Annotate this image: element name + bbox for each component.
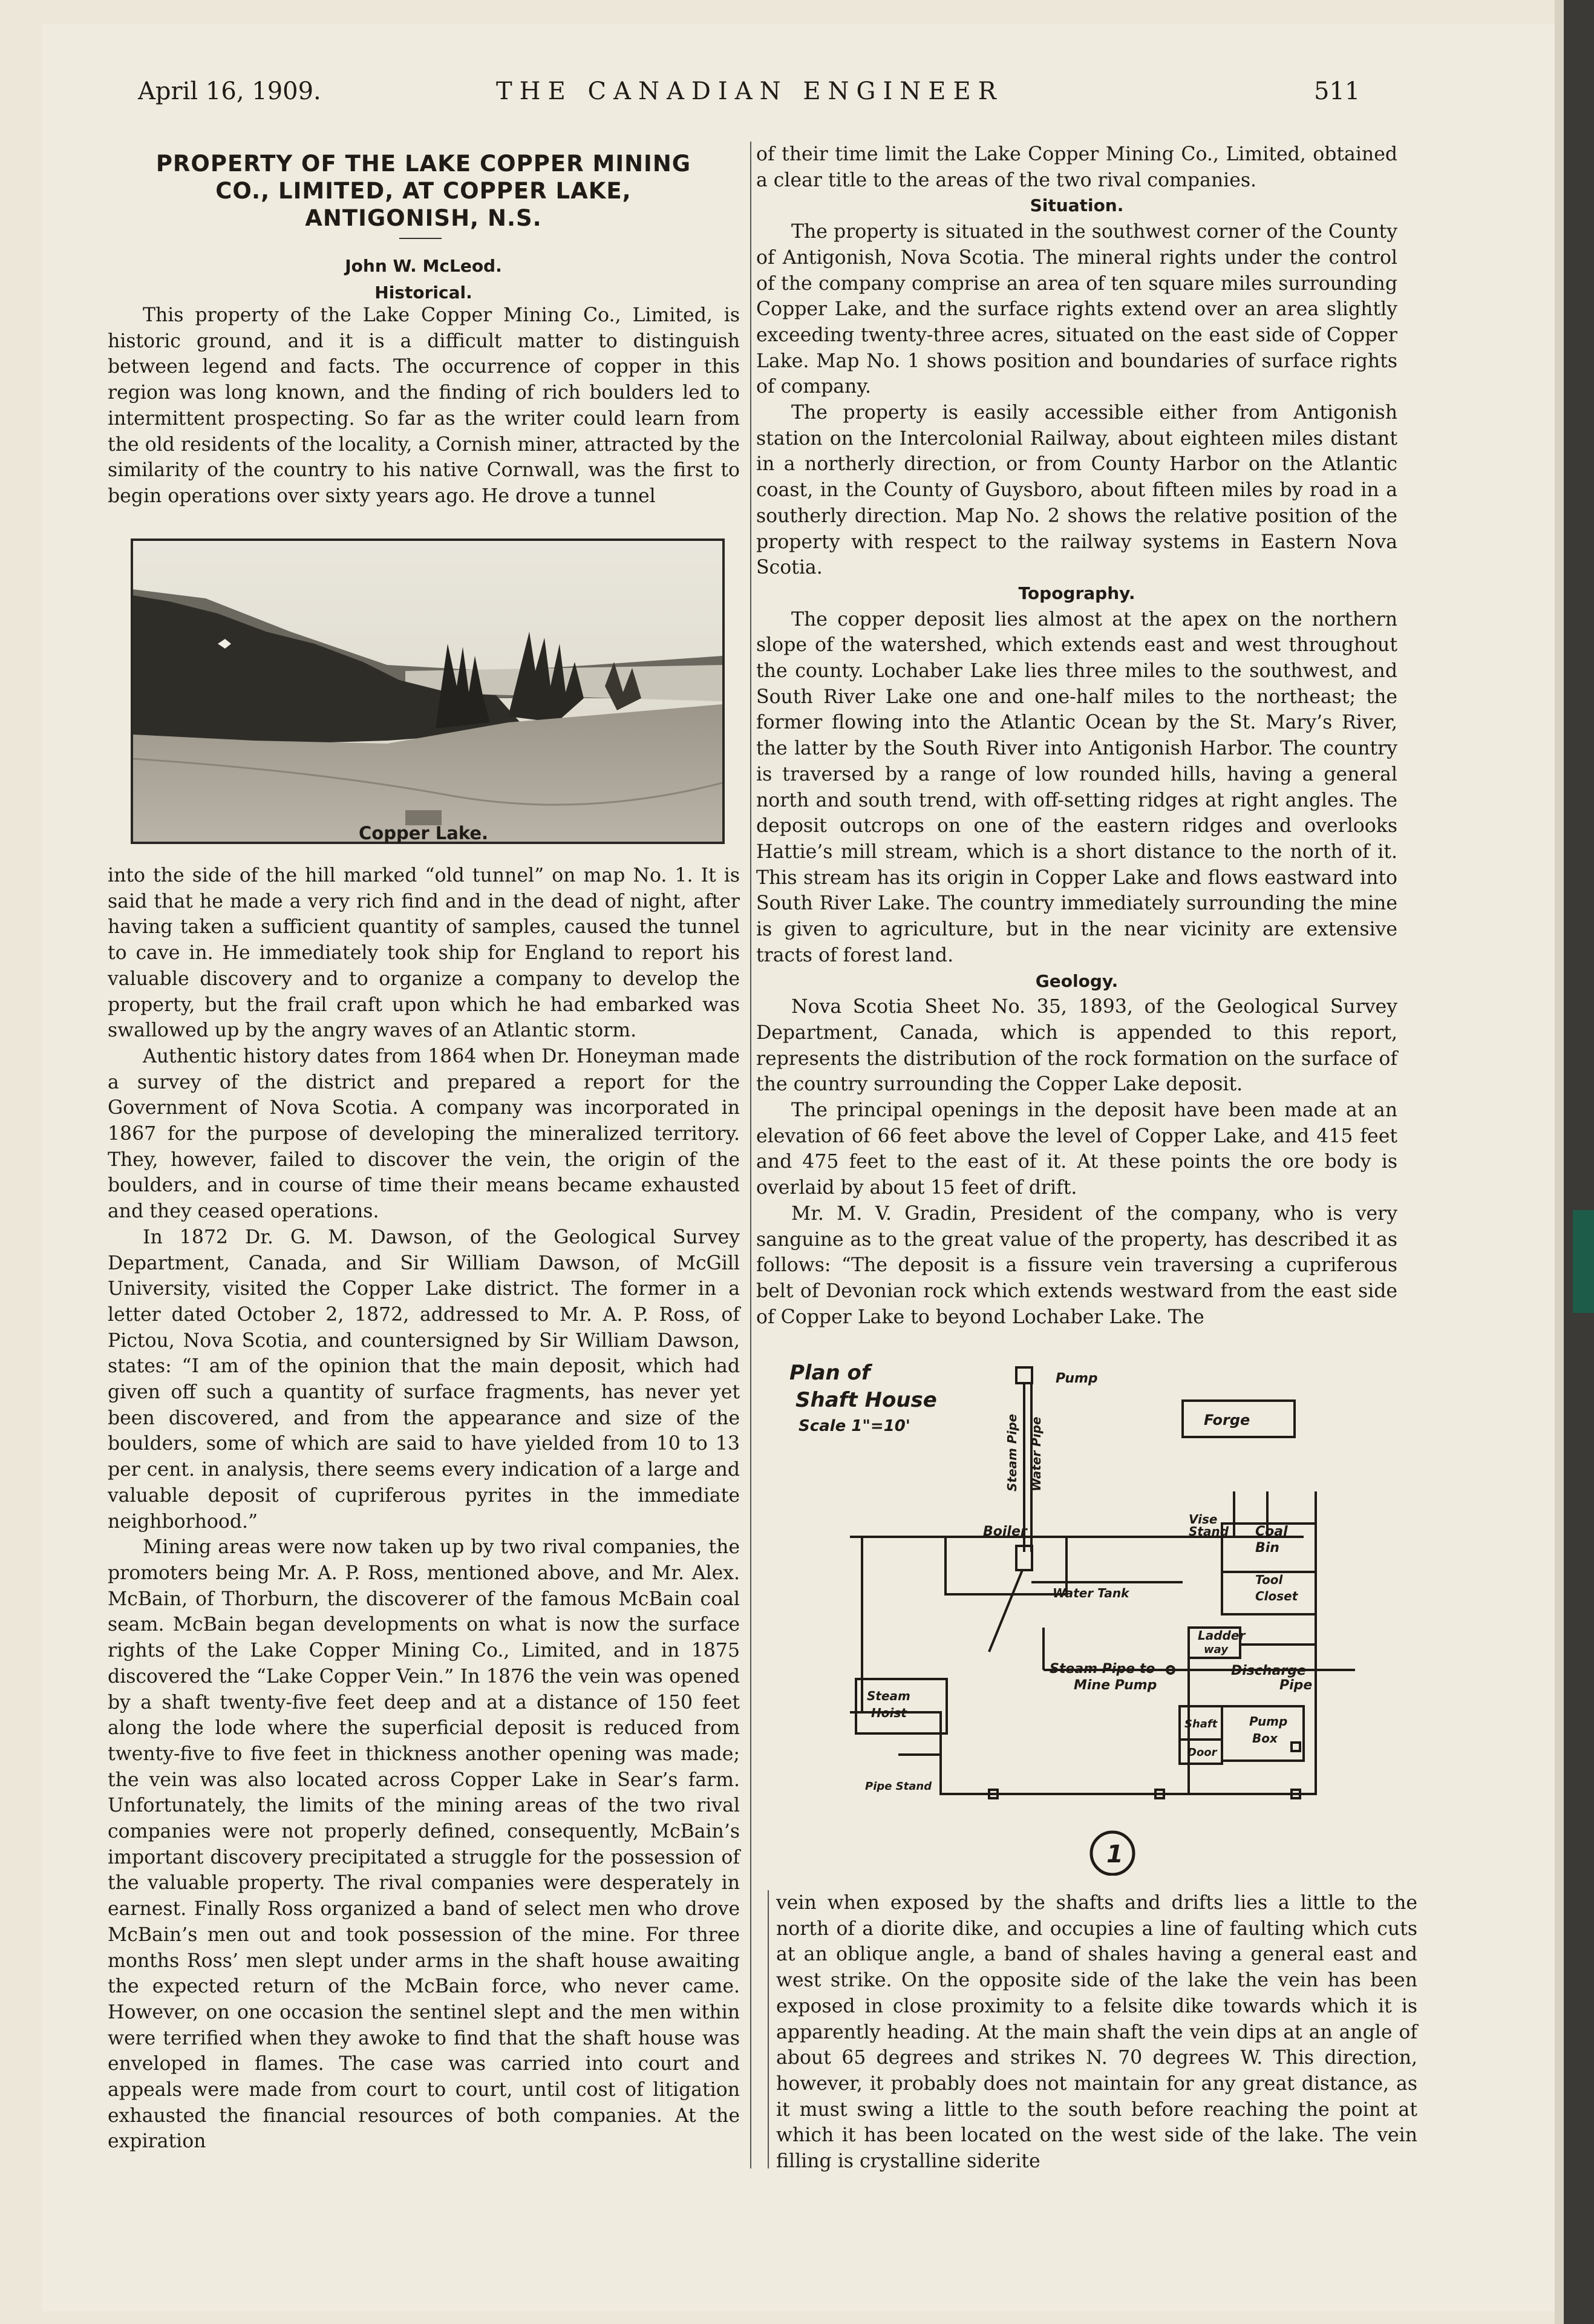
title-line: PROPERTY OF THE LAKE COPPER MINING bbox=[155, 151, 691, 177]
paragraph: Mr. M. V. Gradin, President of the company, who is very sanguine as to the great value of the property, has described it as follows: “The deposit is a fissure vein traversing a cupriferous belt of Devonian rock which extends westward from the east side of Copper Lake to beyond Lochaber Lake. The bbox=[756, 1202, 1397, 1328]
label-steam-pipe-to: Steam Pipe to bbox=[1050, 1661, 1155, 1677]
section-heading-geology: Geology. bbox=[1035, 971, 1119, 991]
column-2-top bbox=[756, 142, 1397, 1330]
author: John W. McLeod. bbox=[345, 256, 502, 276]
column-divider bbox=[750, 142, 751, 2169]
bookmark-tab bbox=[1573, 1210, 1594, 1313]
label-door: Door bbox=[1187, 1746, 1217, 1759]
label-hoist: Hoist bbox=[871, 1706, 907, 1720]
label-ladder: Ladder bbox=[1198, 1628, 1246, 1643]
plan-title-2: Shaft House bbox=[795, 1388, 937, 1412]
label-forge: Forge bbox=[1204, 1412, 1250, 1429]
journal-title: THE CANADIAN ENGINEER bbox=[496, 77, 1004, 105]
photo-caption: Copper Lake. bbox=[358, 823, 489, 843]
label-steam-pipe: Steam Pipe bbox=[1005, 1413, 1019, 1491]
section-heading-historical: Historical. bbox=[374, 283, 472, 303]
label-mine-pump: Mine Pump bbox=[1074, 1678, 1157, 1693]
title-line: ANTIGONISH, N.S. bbox=[305, 205, 542, 231]
title-rule bbox=[399, 238, 442, 239]
label-boiler: Boiler bbox=[983, 1524, 1027, 1539]
label-pipe-stand: Pipe Stand bbox=[865, 1780, 932, 1793]
label-water-tank: Water Tank bbox=[1053, 1586, 1129, 1600]
section-heading-situation: Situation. bbox=[1030, 195, 1124, 216]
binding-edge bbox=[1564, 0, 1594, 2324]
label-shaft: Shaft bbox=[1184, 1718, 1218, 1730]
paragraph: vein when exposed by the shafts and drifts lies a little to the north of a diorite dike, and occupies a line of faulting which cuts at an oblique angle, a band of shales having a general east and west strike. On the opposite side of the lake the vein has been exposed in close proximity to a felsite dike towards which it is apparently heading. At the main shaft the vein dips at an angle of about 65 degrees and strikes N. 70 degrees W. This direction, however, it probably does not maintain for any great distance, as it must swing a little to the south before reaching the point at which it has been located on the west side of the lake. The vein filling is crystalline siderite bbox=[776, 1892, 1417, 2173]
label-water-pipe: Water Pipe bbox=[1029, 1416, 1044, 1491]
plan-scale: Scale 1"=10' bbox=[799, 1417, 910, 1435]
article-title bbox=[97, 150, 750, 232]
running-header bbox=[0, 77, 1594, 114]
title-line: CO., LIMITED, AT COPPER LAKE, bbox=[215, 178, 632, 204]
map-number: 1 bbox=[1106, 1841, 1123, 1868]
label-coal: Coal bbox=[1255, 1524, 1288, 1539]
paragraph: of their time limit the Lake Copper Mining Co., Limited, obtained a clear title to the areas of the two rival companies. bbox=[756, 143, 1397, 191]
column-1-top bbox=[108, 303, 740, 509]
label-pump-box-2: Box bbox=[1252, 1731, 1278, 1746]
paragraph: into the side of the hill marked “old tunnel” on map No. 1. It is said that he made a very rich find and in the dead of night, after having taken a sufficient quantity of samples, caused the tunnel to cave in. He immediately took ship for England to report his valuable discovery and to organize a company to develop the property, but the frail craft upon which he had embarked was swallowed up by the angry waves of an Atlantic storm. bbox=[108, 865, 740, 1042]
paragraph: In 1872 Dr. G. M. Dawson, of the Geological Survey Department, Canada, and Sir William Dawson, of McGill University, visited the Copper Lake district. The former in a letter dated October 2, 1872, addressed to Mr. A. P. Ross, of Pictou, Nova Scotia, and countersigned by Sir William Dawson, states: “I am of the opinion that the main deposit, which had given off such a quantity of surface fragments, has never yet been discovered, and from the appearance and size of the boulders, some of which are said to have yielded from 10 to 13 per cent. in analysis, there seems every indication of a large and valuable deposit of cupriferous pyrites in the immediate neighborhood.” bbox=[108, 1226, 740, 1533]
header-date: April 16, 1909. bbox=[138, 77, 321, 105]
paragraph: The copper deposit lies almost at the apex on the northern slope of the watershed, which extends east and west throughout the county. Lochaber Lake lies three miles to the southwest, and South River Lake one and one-half miles to the northeast; the former flowing into the Atlantic Ocean by the St. Mary’s River, the latter by the South River into Antigonish Harbor. The country is traversed by a range of low rounded hills, having a general north and south trend, with off-setting ridges at right angles. The deposit outcrops on one of the eastern ridges and overlooks Hattie’s mill stream, which is a short distance to the north of it. This stream has its origin in Copper Lake and flows eastward into South River Lake. The country immediately surrounding the mine is given to agriculture, but in the near vicinity are extensive tracts of forest land. bbox=[756, 608, 1397, 966]
label-tool: Tool bbox=[1255, 1573, 1283, 1587]
label-discharge: Discharge bbox=[1231, 1663, 1306, 1678]
label-vise: Vise bbox=[1189, 1512, 1218, 1527]
paragraph: Authentic history dates from 1864 when Dr. Honeyman made a survey of the district and prepared a report for the Government of Nova Scotia. A company was incorporated in 1867 for the purpose of developing the mineralized territory. They, however, failed to discover the vein, the origin of the boulders, and in course of time their means became exhausted and they ceased operations. bbox=[108, 1045, 740, 1223]
label-bin: Bin bbox=[1255, 1540, 1279, 1556]
label-pump-box-1: Pump bbox=[1249, 1714, 1288, 1729]
boiler-box bbox=[946, 1537, 1066, 1594]
paragraph: The principal openings in the deposit have been made at an elevation of 66 feet above the level of Copper Lake, and 415 feet and 475 feet to the east of it. At these points the ore body is overlaid by about 15 feet of drift. bbox=[756, 1099, 1397, 1199]
column-2-bottom bbox=[776, 1890, 1417, 2175]
paragraph: The property is easily accessible either from Antigonish station on the Intercolonial Railway, about eighteen miles distant in a northerly direction, or from County Harbor on the Atlantic coast, in the County of Guysboro, about fifteen miles by road in a southerly direction. Map No. 2 shows the relative position of the property with respect to the railway systems in Eastern Nova Scotia. bbox=[756, 402, 1397, 579]
paragraph: Nova Scotia Sheet No. 35, 1893, of the Geological Survey Department, Canada, which is appended to this report, represents the distribution of the rock formation on the surface of the country surrounding the Copper Lake deposit. bbox=[756, 996, 1397, 1096]
column-1-bottom bbox=[108, 863, 740, 2155]
label-discharge-pipe: Pipe bbox=[1279, 1678, 1313, 1693]
pump-box-top bbox=[1016, 1367, 1032, 1383]
label-pump: Pump bbox=[1056, 1371, 1098, 1386]
paragraph: The property is situated in the southwest corner of the County of Antigonish, Nova Scotia. The mineral rights under the control of the company comprise an area of ten square miles surrounding Copper Lake, and the surface rights extend over an area slightly exceeding twenty-three acres, situated on the east side of Copper Lake. Map No. 1 shows position and boundaries of surface rights of company. bbox=[756, 221, 1397, 398]
photo-image bbox=[133, 541, 722, 842]
label-closet: Closet bbox=[1255, 1589, 1298, 1603]
column-divider-lower bbox=[768, 1890, 769, 2169]
label-way: way bbox=[1204, 1643, 1228, 1656]
section-heading-topography: Topography. bbox=[1018, 583, 1135, 603]
plan-title-1: Plan of bbox=[789, 1361, 870, 1385]
copper-lake-photo bbox=[131, 538, 725, 844]
label-steam: Steam bbox=[867, 1689, 910, 1703]
page-number: 511 bbox=[1314, 77, 1360, 105]
paragraph: This property of the Lake Copper Mining Co., Limited, is historic ground, and it is a difficult matter to distinguish between legend and facts. The occurrence of copper in this region was long known, and the finding of rich boulders led to intermittent prospecting. So far as the writer could learn from the old residents of the locality, a Cornish miner, attracted by the similarity of the country to his native Cornwall, was the first to begin operations over sixty years ago. He drove a tunnel bbox=[108, 304, 740, 507]
paragraph: Mining areas were now taken up by two rival companies, the promoters being Mr. A. P. Ross, mentioned above, and Mr. Alex. McBain, of Thorburn, the discoverer of the famous McBain coal seam. McBain began developments on what is now the surface rights of the Lake Copper Mining Co., Limited, and in 1875 discovered the “Lake Copper Vein.” In 1876 the vein was opened by a shaft twenty-five feet deep and at a distance of 150 feet along the lode where the superficial deposit is reduced from twenty-five to five feet in thickness another opening was made; the vein was also located across Copper Lake in Sear’s farm. Unfortunately, the limits of the mining areas of the two rival companies were not properly defined, consequently, McBain’s important discovery precipitated a struggle for the possession of the valuable property. The rival companies were desperately in earnest. Finally Ross organized a band of select men who drove McBain’s men out and took possession of the mine. For three months Ross’ men slept under arms in the shaft house awaiting the expected return of the McBain force, who never came. However, on one occasion the sentinel slept and the men within were terrified when they awoke to find that the shaft house was enveloped in flames. The case was carried into court and appeals were made from court to court, until cost of litigation exhausted the financial resources of both companies. At the expiration bbox=[108, 1536, 740, 2153]
shaft-house-plan bbox=[771, 1343, 1425, 1876]
label-stand: Stand bbox=[1189, 1524, 1229, 1539]
